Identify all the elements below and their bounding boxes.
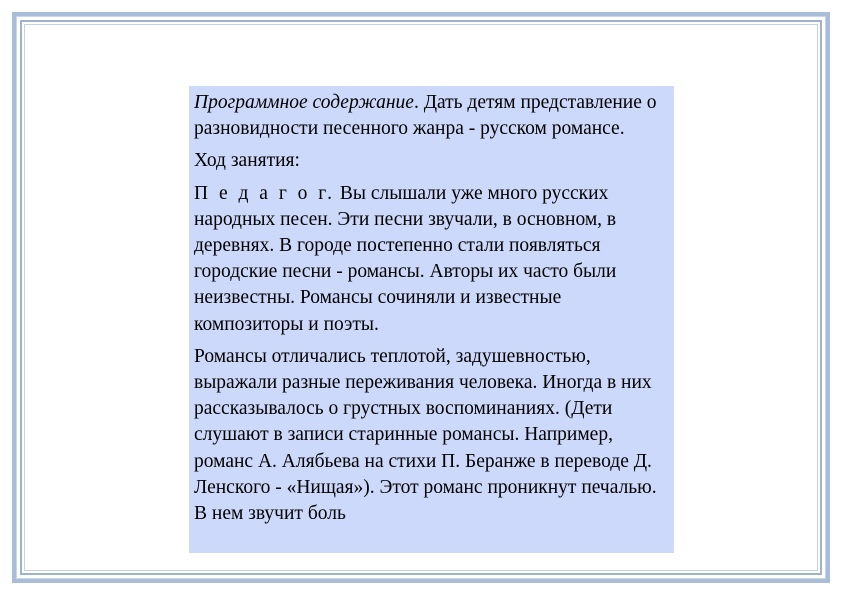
program-content-text: . Дать детям представление о разновидности песенного жанра - русском романсе. (194, 92, 657, 140)
program-content-paragraph (194, 90, 668, 142)
romance-description-paragraph: Романсы отличались теплотой, задушевностью, выражали разные переживания человека. Иногда в них рассказывалось о грустных воспоминаниях. (Дети слушают в записи старинные романсы. Например, романс А. Алябьева на стихи П. Беранже в переводе Д. Ленского - «Нищая»). Этот романс проникнут печалью. В нем звучит боль (194, 345, 657, 525)
teacher-label: П е д а г о г. (194, 182, 335, 204)
lesson-progress-heading: Ход занятия: (194, 150, 300, 172)
program-content-label: Программное содержание (194, 92, 414, 113)
teacher-speech-paragraph (194, 181, 668, 338)
teacher-speech-text: Вы слышали уже много русских народных песен. Эти песни звучали, в основном, в деревнях. В городе постепенно стали появляться городские песни - романсы. Авторы их часто были неизвестны. Романсы сочиняли и известные композиторы и поэты. (194, 182, 617, 335)
lesson-text-box (189, 86, 674, 553)
